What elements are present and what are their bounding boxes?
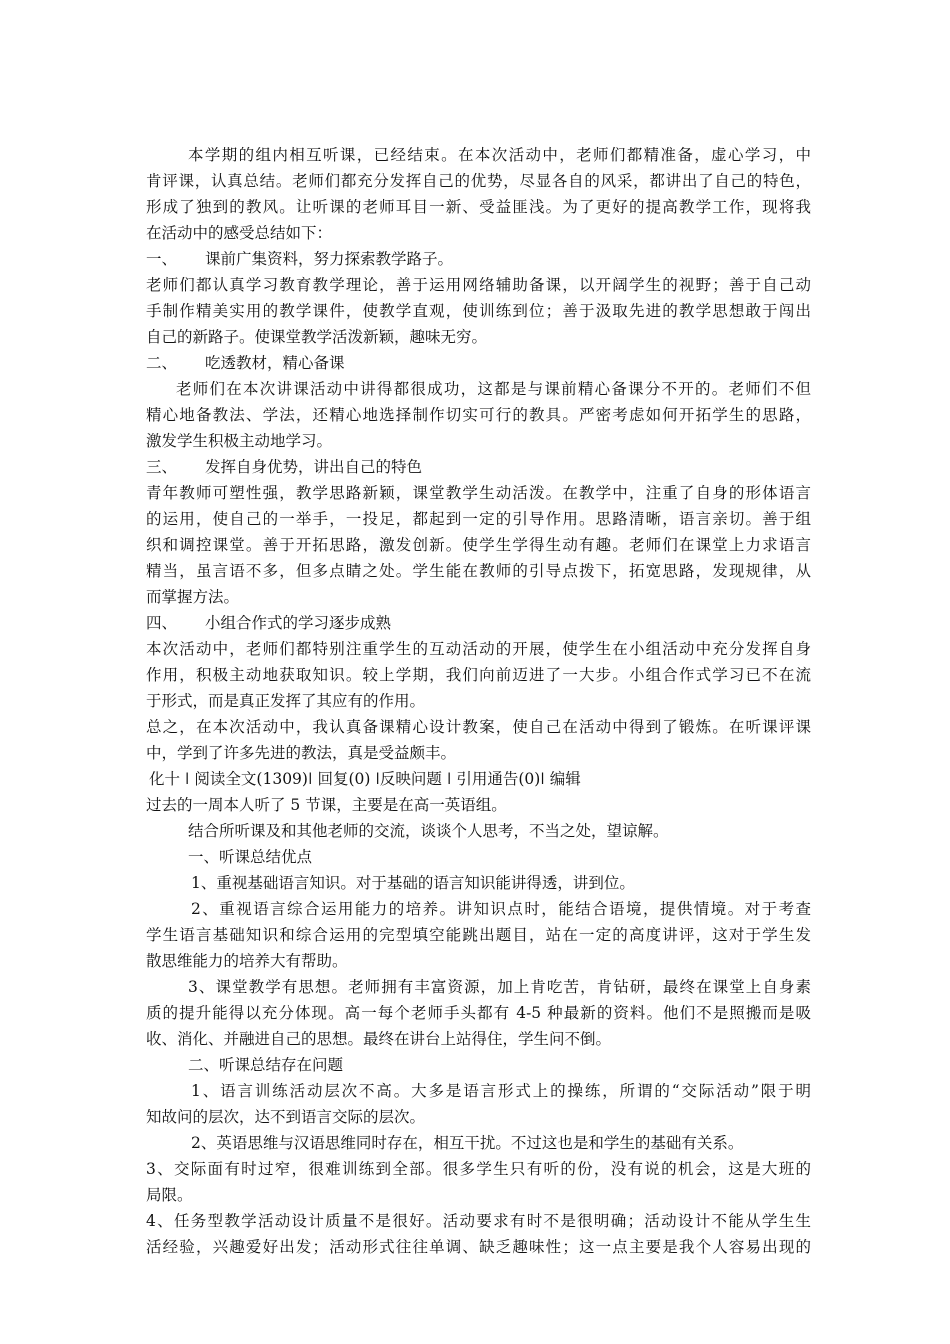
paragraph-line: 2、重视语言综合运用能力的培养。讲知识点时，能结合语境，提供情境。对于考查 [191,900,811,918]
section-number: 三、 [146,458,178,476]
paragraph-line: 3、课堂教学有思想。老师拥有丰富资源，加上肯吃苦，肯钻研，最终在课堂上自身素 [188,978,811,996]
paragraph-line: 老师们在本次讲课活动中讲得都很成功，这都是与课前精心备课分不开的。老师们不但 [176,380,811,398]
paragraph-line: 1、重视基础语言知识。对于基础的语言知识能讲得透，讲到位。 [191,874,635,892]
paragraph-line: 本次活动中，老师们都特别注重学生的互动活动的开展，使学生在小组活动中充分发挥自身 [146,640,811,658]
paragraph-line: 知故问的层次，达不到语言交际的层次。 [146,1108,426,1126]
section-title: 发挥自身优势，讲出自己的特色 [205,458,423,476]
paragraph-line: 4、任务型教学活动设计质量不是很好。活动要求有时不是很明确；活动设计不能从学生生 [146,1212,811,1230]
paragraph-line: 手制作精美实用的教学课件，使教学直观，使训练到位；善于汲取先进的教学思想敢于闯出 [146,302,811,320]
paragraph-line: 本学期的组内相互听课，已经结束。在本次活动中，老师们都精准备，虚心学习，中 [188,146,811,164]
paragraph-line: 肯评课，认真总结。老师们都充分发挥自己的优势，尽显各自的风采，都讲出了自己的特色， [146,172,811,190]
paragraph-line: 而掌握方法。 [146,588,240,606]
paragraph-line: 结合所听课及和其他老师的交流，谈谈个人思考，不当之处，望谅解。 [188,822,669,840]
paragraph-line: 3、交际面有时过窄，很难训练到全部。很多学生只有听的份，没有说的机会，这是大班的 [146,1160,811,1178]
paragraph-line: 散思维能力的培养大有帮助。 [146,952,348,970]
paragraph-line: 质的提升能得以充分体现。高一每个老师手头都有 4-5 种最新的资料。他们不是照搬而是吸 [146,1004,811,1022]
paragraph-line: 的运用，使自己的一举手，一投足，都起到一定的引导作用。思路清晰，语言亲切。善于组 [146,510,811,528]
paragraph-line: 总之，在本次活动中，我认真备课精心设计教案，使自己在活动中得到了锻炼。在听课评课 [146,718,811,736]
blog-meta-links: 化十 ǀ 阅读全文(1309)ǀ 回复(0) ǀ反映问题 ǀ 引用通告(0)ǀ 编辑 [149,770,581,788]
paragraph-line: 1、语言训练活动层次不高。大多是语言形式上的操练，所谓的“交际活动”限于明 [191,1082,811,1100]
section-title: 课前广集资料，努力探索教学路子。 [205,250,454,268]
paragraph-line: 织和调控课堂。善于开拓思路，激发创新。使学生学得生动有趣。老师们在课堂上力求语言 [146,536,811,554]
section-title: 吃透教材，精心备课 [205,354,345,372]
subheading: 二、听课总结存在问题 [188,1056,344,1074]
paragraph-line: 中，学到了许多先进的教法，真是受益颇丰。 [146,744,457,762]
paragraph-line: 于形式，而是真正发挥了其应有的作用。 [146,692,426,710]
section-number: 二、 [146,354,178,372]
paragraph-line: 2、英语思维与汉语思维同时存在，相互干扰。不过这也是和学生的基础有关系。 [191,1134,744,1152]
subheading: 一、听课总结优点 [188,848,313,866]
section-heading-2 [146,350,811,376]
section-number: 四、 [146,614,178,632]
paragraph-line: 局限。 [146,1186,193,1204]
paragraph-line: 自己的新路子。使课堂教学活泼新颖，趣味无穷。 [146,328,488,346]
paragraph-line: 激发学生积极主动地学习。 [146,432,333,450]
document-body [146,142,811,1260]
paragraph-line: 活经验，兴趣爱好出发；活动形式往往单调、缺乏趣味性；这一点主要是我个人容易出现的 [146,1238,811,1256]
section-heading-1 [146,246,811,272]
paragraph-line: 在活动中的感受总结如下： [146,224,333,242]
paragraph-line: 收、消化、并融进自己的思想。最终在讲台上站得住，学生问不倒。 [146,1030,612,1048]
section-heading-3 [146,454,811,480]
paragraph-line: 过去的一周本人听了 5 节课，主要是在高一英语组。 [146,796,507,814]
paragraph-line: 形成了独到的教风。让听课的老师耳目一新、受益匪浅。为了更好的提高教学工作，现将我 [146,198,811,216]
section-heading-4 [146,610,811,636]
paragraph-line: 青年教师可塑性强，教学思路新颖，课堂教学生动活泼。在教学中，注重了自身的形体语言 [146,484,811,502]
paragraph-line: 老师们都认真学习教育教学理论，善于运用网络辅助备课，以开阔学生的视野；善于自己动 [146,276,811,294]
section-number: 一、 [146,250,178,268]
paragraph-line: 精当，虽言语不多，但多点睛之处。学生能在教师的引导点拨下，拓宽思路，发现规律，从 [146,562,811,580]
paragraph-line: 精心地备教法、学法，还精心地选择制作切实可行的教具。严密考虑如何开拓学生的思路， [146,406,811,424]
section-title: 小组合作式的学习逐步成熟 [205,614,392,632]
paragraph-line: 学生语言基础知识和综合运用的完型填空能跳出题目，站在一定的高度讲评，这对于学生发 [146,926,811,944]
paragraph-line: 作用，积极主动地获取知识。较上学期，我们向前迈进了一大步。小组合作式学习已不在流 [146,666,811,684]
